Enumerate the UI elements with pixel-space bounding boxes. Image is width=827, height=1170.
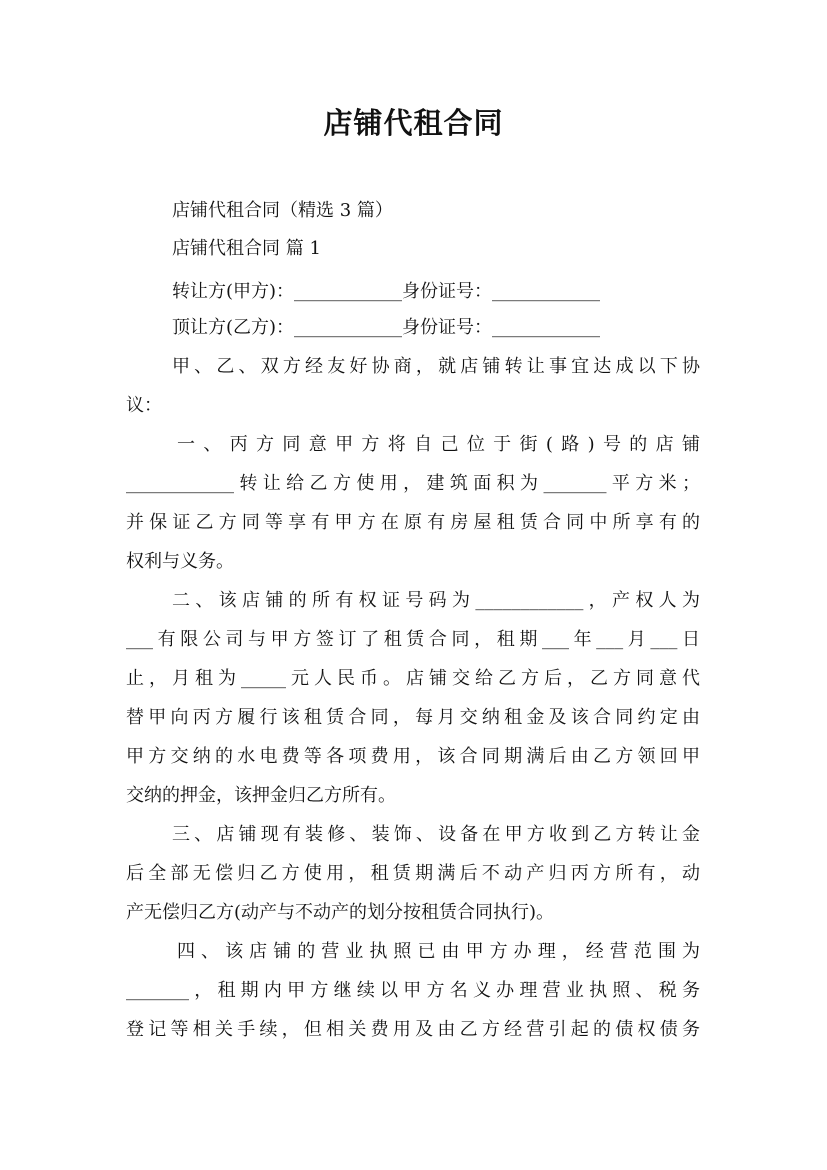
paragraph-line: 产无偿归乙方(动产与不动产的划分按租赁合同执行)。 xyxy=(126,902,555,923)
subtitle-line: 店铺代租合同（精选 3 篇） xyxy=(172,200,393,221)
document-title: 店铺代租合同 xyxy=(323,106,504,140)
paragraph-line: 甲方交纳的水电费等各项费用，该合同期满后由乙方领回甲 xyxy=(126,746,700,767)
paragraph-line: 一、丙方同意甲方将自己位于街(路)号的店铺 xyxy=(177,434,700,455)
party-b-line: 顶让方(乙方)：____________身份证号：____________ xyxy=(172,317,601,338)
paragraph-line: 议： xyxy=(126,395,162,416)
section-heading: 店铺代租合同 篇 1 xyxy=(172,238,321,259)
party-a-line: 转让方(甲方)：____________身份证号：____________ xyxy=(172,281,601,302)
paragraph-line: 交纳的押金，该押金归乙方所有。 xyxy=(126,785,396,806)
paragraph-line: 二、该店铺的所有权证号码为____________，产权人为 xyxy=(172,590,700,611)
paragraph-line: ____________转让给乙方使用，建筑面积为_______平方米； xyxy=(126,473,700,494)
paragraph-line: 止，月租为_____元人民币。店铺交给乙方后，乙方同意代 xyxy=(126,668,700,689)
paragraph-line: 权利与义务。 xyxy=(126,551,234,572)
paragraph-line: 替甲向丙方履行该租赁合同，每月交纳租金及该合同约定由 xyxy=(126,707,700,728)
paragraph-line: _______，租期内甲方继续以甲方名义办理营业执照、税务 xyxy=(126,980,700,1001)
paragraph-line: 甲、乙、双方经友好协商，就店铺转让事宜达成以下协 xyxy=(172,356,700,377)
paragraph-line: 登记等相关手续，但相关费用及由乙方经营引起的债权债务 xyxy=(126,1019,700,1040)
paragraph-line: ___有限公司与甲方签订了租赁合同，租期___年___月___日 xyxy=(126,629,700,650)
paragraph-line: 四、该店铺的营业执照已由甲方办理，经营范围为 xyxy=(177,941,700,962)
paragraph-line: 后全部无偿归乙方使用，租赁期满后不动产归丙方所有，动 xyxy=(126,863,700,884)
paragraph-line: 三、店铺现有装修、装饰、设备在甲方收到乙方转让金 xyxy=(172,824,700,845)
paragraph-line: 并保证乙方同等享有甲方在原有房屋租赁合同中所享有的 xyxy=(126,512,700,533)
